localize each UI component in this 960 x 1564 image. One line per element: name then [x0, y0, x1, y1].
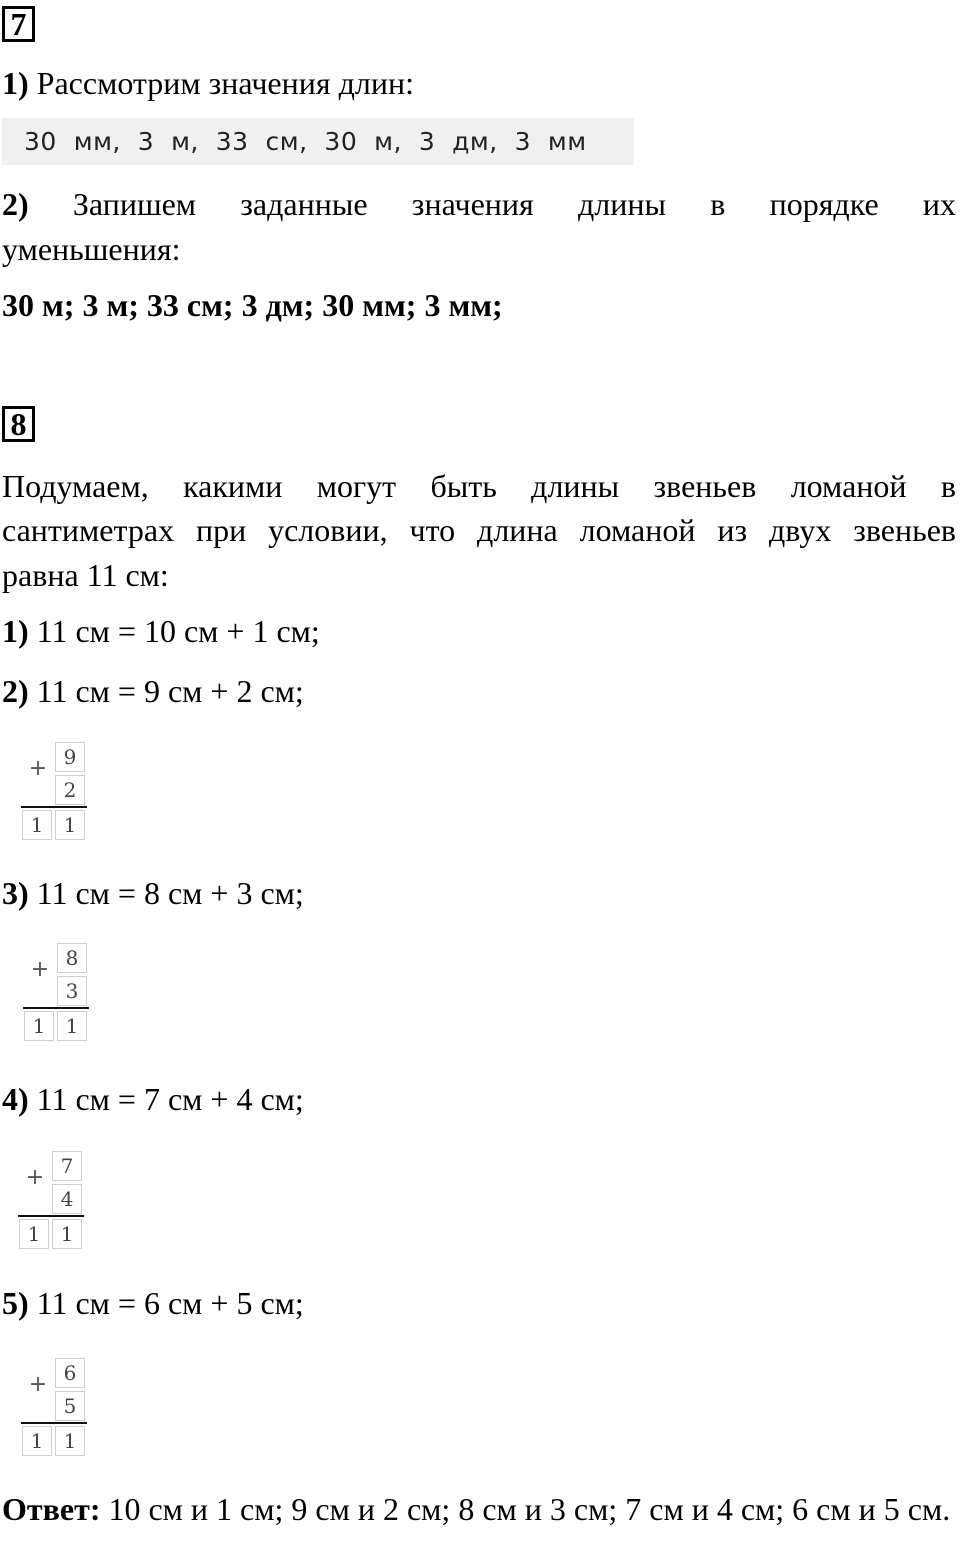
sum-digit-2: 1	[57, 1011, 87, 1041]
plus-sign: +	[25, 1165, 45, 1190]
sum-digit-1: 1	[24, 1011, 54, 1041]
item-label: 1)	[2, 613, 29, 649]
answer-text: 10 см и 1 см; 9 см и 2 см; 8 см и 3 см; 7 см и 4 см; 6 см и 5 см.	[100, 1491, 951, 1527]
sum-digit-1: 1	[19, 1219, 49, 1249]
item-text: 11 см = 7 см + 4 см;	[28, 1081, 304, 1117]
plus-sign: +	[28, 756, 48, 781]
task-7-step-2-cont: уменьшения:	[2, 231, 181, 267]
sum-digit-1: 1	[22, 810, 52, 840]
plus-sign: +	[30, 957, 50, 982]
step-text: Запишем заданные значения длины в порядке их	[28, 186, 956, 222]
item-label: 4)	[2, 1081, 29, 1117]
task-7-number: 7	[2, 6, 35, 42]
item-text: 11 см = 10 см + 1 см;	[28, 613, 320, 649]
addend-b: 4	[52, 1184, 82, 1214]
task-8-intro-line-1: Подумаем, какими могут быть длины звеньев ломаной в	[2, 468, 956, 504]
task-8-number: 8	[2, 406, 35, 442]
task-7-step-2	[2, 182, 956, 226]
answer-label: Ответ:	[2, 1491, 101, 1527]
sum-rule	[23, 1007, 89, 1009]
sum-rule	[21, 806, 87, 808]
addend-b: 2	[55, 775, 85, 805]
item-label: 5)	[2, 1285, 29, 1321]
column-sum-3	[18, 1151, 88, 1251]
column-sum-1	[21, 742, 91, 842]
plus-sign: +	[28, 1372, 48, 1397]
item-text: 11 см = 9 см + 2 см;	[28, 673, 304, 709]
lengths-strip: 30 мм, 3 м, 33 см, 30 м, 3 дм, 3 мм	[2, 118, 634, 165]
step-label: 1)	[2, 65, 29, 101]
item-text: 11 см = 6 см + 5 см;	[28, 1285, 304, 1321]
task-8-item-5	[2, 1284, 304, 1322]
task-8-intro-line-2: сантиметрах при условии, что длина ломаной из двух звеньев	[2, 512, 956, 548]
task-8-item-3	[2, 874, 304, 912]
item-label: 3)	[2, 875, 29, 911]
task-8-item-2	[2, 672, 304, 710]
addend-b: 5	[55, 1391, 85, 1421]
sum-rule	[21, 1422, 87, 1424]
task-8-item-1	[2, 612, 320, 650]
step-label: 2)	[2, 186, 29, 222]
sum-digit-1: 1	[22, 1426, 52, 1456]
sum-digit-2: 1	[55, 810, 85, 840]
task-7-result: 30 м; 3 м; 33 см; 3 дм; 30 мм; 3 мм;	[2, 287, 503, 323]
task-7-step-1	[2, 64, 414, 102]
addend-a: 9	[55, 742, 85, 772]
column-sum-4	[21, 1358, 91, 1458]
addend-b: 3	[57, 976, 87, 1006]
addend-a: 7	[52, 1151, 82, 1181]
task-8-intro-line-3: равна 11 см:	[2, 557, 169, 593]
answer	[2, 1487, 956, 1531]
addend-a: 8	[57, 943, 87, 973]
column-sum-2	[23, 943, 93, 1043]
sum-digit-2: 1	[52, 1219, 82, 1249]
addend-a: 6	[55, 1358, 85, 1388]
step-text: Рассмотрим значения длин:	[28, 65, 414, 101]
sum-digit-2: 1	[55, 1426, 85, 1456]
sum-rule	[18, 1215, 84, 1217]
item-text: 11 см = 8 см + 3 см;	[28, 875, 304, 911]
item-label: 2)	[2, 673, 29, 709]
task-8-item-4	[2, 1080, 304, 1118]
